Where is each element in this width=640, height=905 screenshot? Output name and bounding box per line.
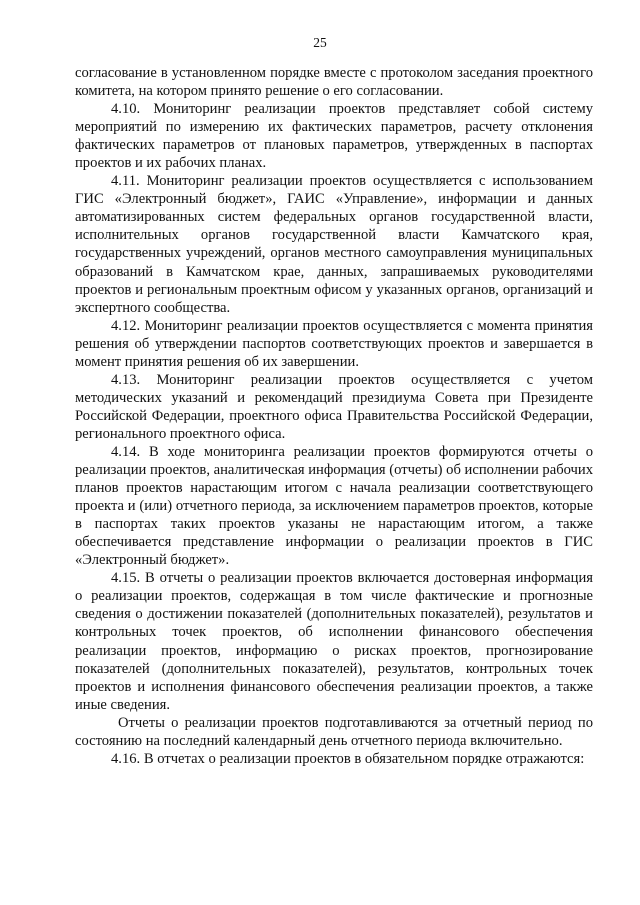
paragraph-4-16: 4.16. В отчетах о реализации проектов в обязательном порядке отражаются: xyxy=(111,750,585,767)
paragraph-4-10: 4.10. Мониторинг реализации проектов представляет собой систему мероприятий по измерению их фактических параметров, расчету отклонения фактических параметров от плановых параметров, утвержденных в паспортах проектов и их рабочих планах. xyxy=(75,101,593,172)
paragraph-4-14: 4.14. В ходе мониторинга реализации проектов формируются отчеты о реализации проектов, аналитическая информация (отчеты) об исполнении рабочих планов проектов нарастающим итогом с начала реализации соответствующего проекта и (или) отчетного периода, за исключением параметров проектов, которые в паспортах таких проектов указаны не нарастающим итогом, а также обеспечивается представление информации о реализации проектов в ГИС «Электронный бюджет». xyxy=(75,443,593,569)
paragraph-4-11: 4.11. Мониторинг реализации проектов осуществляется с использованием ГИС «Электронный бюджет», ГАИС «Управление», информации и данных автоматизированных систем федеральных органов государственной власти, исполнительных органов государственной власти Камчатского края, государственных учреждений, органов местного самоуправления муниципальных образований в Камчатском крае, данных, запрашиваемых руководителями проектов и региональным проектным офисом у указанных органов, организаций и экспертного сообщества. xyxy=(75,173,593,316)
paragraph-4-13: 4.13. Мониторинг реализации проектов осуществляется с учетом методических указаний и рекомендаций президиума Совета при Президенте Российской Федерации, проектного офиса Правительства Российской Федерации, регионального проектного офиса. xyxy=(75,371,593,442)
paragraph-4-12: 4.12. Мониторинг реализации проектов осуществляется с момента принятия решения об утверждении паспортов соответствующих проектов и завершается в момент принятия решения об их завершении. xyxy=(75,317,593,370)
paragraph-continuation: согласование в установленном порядке вместе с протоколом заседания проектного комитета, на котором принято решение о его согласовании. xyxy=(75,65,593,100)
document-body xyxy=(75,64,593,768)
paragraph-reports-period: Отчеты о реализации проектов подготавливаются за отчетный период по состоянию на последний календарный день отчетного периода включительно. xyxy=(75,714,593,749)
page-number: 25 xyxy=(313,35,327,50)
paragraph-4-15: 4.15. В отчеты о реализации проектов включается достоверная информация о реализации проектов, содержащая в том числе фактические и прогнозные сведения о достижении показателей (дополнительных показателей), результатов и контрольных точек проектов, об исполнении финансового обеспечения реализации проектов, информацию о рисках проектов, прогнозирование показателей (дополнительных показателей), результатов, контрольных точек проектов и исполнения финансового обеспечения реализации проектов, а также иные сведения. xyxy=(75,570,593,713)
